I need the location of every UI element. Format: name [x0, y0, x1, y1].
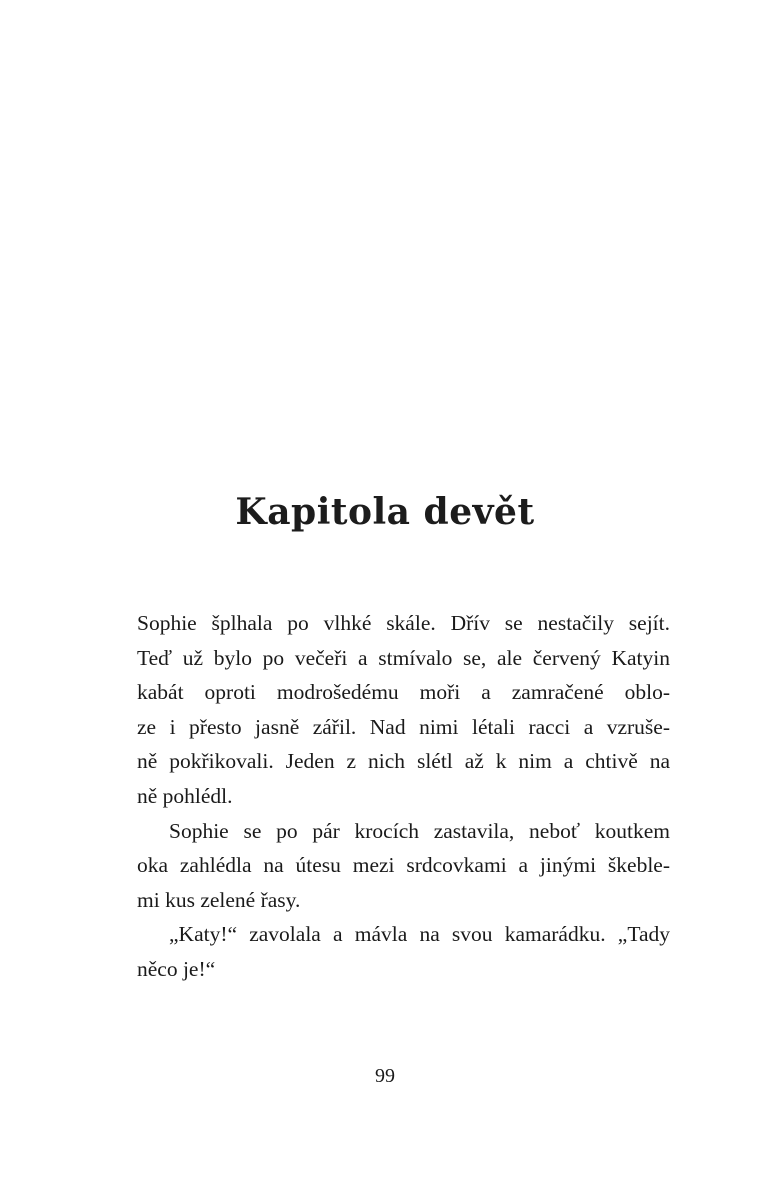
text-line: kabát oproti modrošedému moři a zamračené oblo- — [137, 680, 670, 705]
text-line: mi kus zelené řasy. — [137, 887, 301, 912]
text-line: Teď už bylo po večeři a stmívalo se, ale červený Katyin — [137, 645, 670, 670]
text-line: Sophie se po pár krocích zastavila, neboť koutkem — [169, 818, 670, 843]
text-line: ně pohlédl. — [137, 783, 233, 808]
page-number: 99 — [375, 1065, 395, 1087]
text-line: „Katy!“ zavolala a mávla na svou kamarádku. „Tady — [169, 922, 670, 947]
text-line: ně pokřikovali. Jeden z nich slétl až k nim a chtivě na — [137, 749, 670, 774]
text-line: Sophie šplhala po vlhké skále. Dřív se nestačily sejít. — [137, 611, 670, 635]
text-line: něco je!“ — [137, 956, 216, 981]
text-line: ze i přesto jasně zářil. Nad nimi létali racci a vzruše- — [137, 714, 670, 739]
chapter-title: Kapitola devět — [235, 491, 535, 533]
text-line: oka zahlédla na útesu mezi srdcovkami a jinými škeble- — [137, 853, 670, 878]
body-text — [137, 606, 670, 987]
